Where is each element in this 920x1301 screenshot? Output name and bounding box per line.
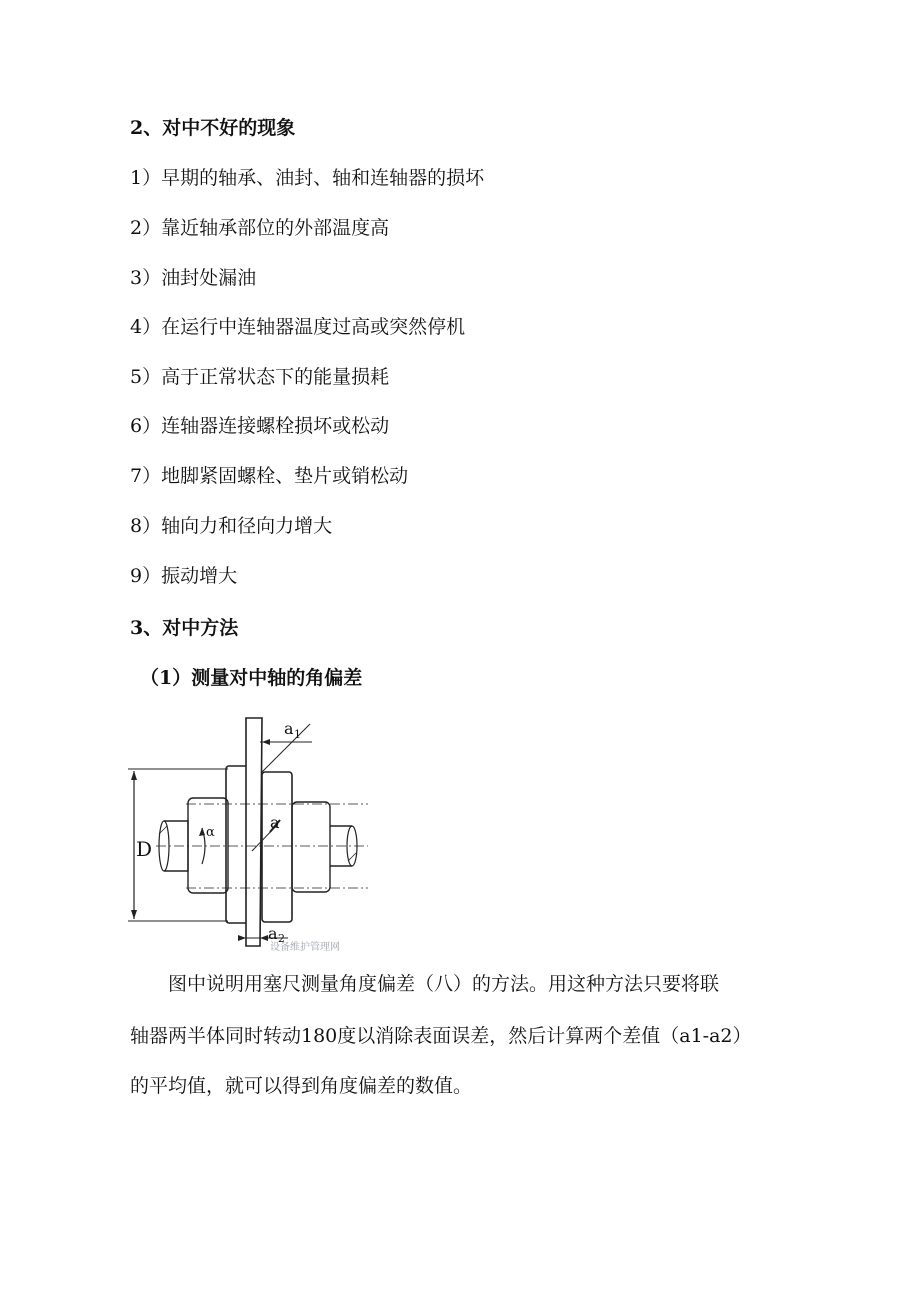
paragraph-line: 轴器两半体同时转动180度以消除表面误差，然后计算两个差值（a1-a2）: [130, 1025, 752, 1047]
coupling-diagram: [128, 716, 388, 961]
a1-subscript: 1: [294, 728, 301, 741]
list-item: 2）靠近轴承部位的外部温度高: [130, 217, 390, 239]
list-item: 5）高于正常状态下的能量损耗: [130, 366, 390, 388]
coupling-angular-deviation-figure: [128, 716, 388, 961]
list-item: 7）地脚紧固螺栓、垫片或销松动: [130, 465, 409, 487]
list-item: 6）连轴器连接螺栓损坏或松动: [130, 415, 390, 437]
a2-subscript: 2: [278, 932, 285, 945]
paragraph-line: 的平均值，就可以得到角度偏差的数值。: [130, 1075, 473, 1097]
list-item: 3）油封处漏油: [130, 267, 257, 289]
list-item: 4）在运行中连轴器温度过高或突然停机: [130, 316, 466, 338]
a-label: a: [270, 813, 280, 832]
d-label: D: [136, 837, 153, 861]
list-item: 1）早期的轴承、油封、轴和连轴器的损坏: [130, 167, 485, 189]
a2-label: a: [268, 924, 278, 943]
paragraph-line: 图中说明用塞尺测量角度偏差（八）的方法。用这种方法只要将联: [130, 973, 720, 995]
alpha-label: α: [206, 825, 215, 840]
section2-title: 2、对中不好的现象: [130, 117, 296, 139]
list-item: 8）轴向力和径向力增大: [130, 515, 333, 537]
section3-title: 3、对中方法: [130, 617, 239, 639]
a1-label: a: [284, 719, 294, 738]
list-item: 9）振动增大: [130, 565, 238, 587]
watermark-text: 设备维护管理网: [270, 942, 340, 953]
section3-subtitle: （1）测量对中轴的角偏差: [140, 667, 363, 689]
